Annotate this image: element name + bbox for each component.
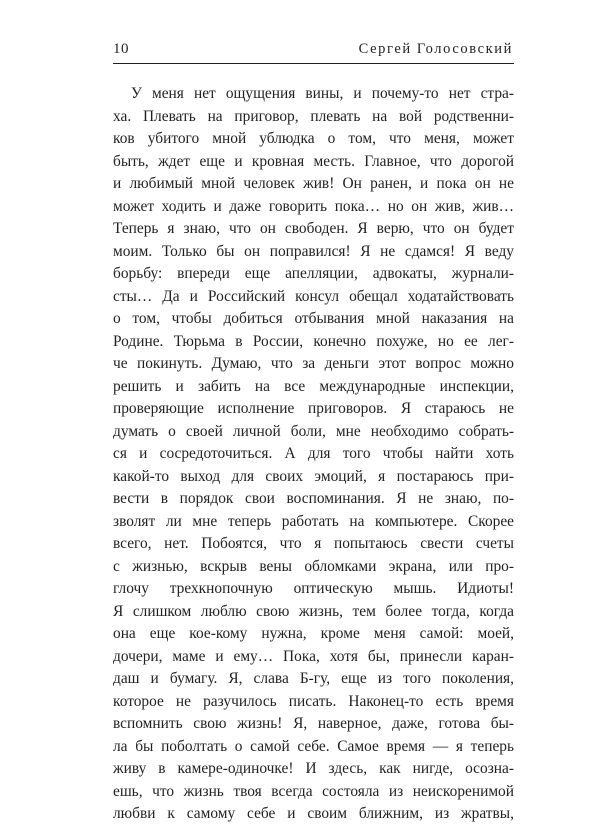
text-line: глочу трехкнопочную оптическую мышь. Идиоты! [113, 580, 514, 597]
text-line: дочери, маме и ему… Пока, хотя бы, принесли каран- [113, 647, 514, 665]
text-line: живу в камере-одиночке! И здесь, как нигде, осозна- [113, 760, 514, 777]
text-line: которое не разучилось писать. Наконец-то есть время [113, 692, 514, 710]
text-line: думать о своей личной боли, мне необходимо собрать- [113, 422, 514, 440]
text-line: даш и бумагу. Я, слава Б-гу, еще из того поколения, [113, 670, 514, 687]
text-line: быть, ждет еще и кровная месть. Главное, что дорогой [113, 152, 514, 170]
text-line: и любимый мной человек жив! Он ранен, и пока он не [113, 175, 514, 192]
text-line: Теперь я знаю, что он свободен. Я верю, что он будет [113, 220, 514, 237]
page-number: 10 [113, 41, 129, 57]
text-line: она еще кое-кому нужна, кроме меня самой: моей, [113, 625, 514, 642]
text-line: Я слишком люблю свою жизнь, тем более тогда, когда [113, 602, 514, 620]
text-line: че покинуть. Думаю, что за деньги этот вопрос можно [113, 355, 514, 372]
text-line: Родине. Тюрьма в России, конечно похуже, но ее лег- [113, 332, 514, 350]
text-line: сты… Да и Российский консул обещал ходатайствовать [113, 287, 514, 305]
text-line: вспомнить свою жизнь! Я, наверное, даже, готова бы- [113, 715, 514, 732]
text-line: может ходить и даже говорить пока… но он жив, жив… [113, 197, 514, 215]
page-header [113, 41, 513, 63]
text-line: всего, нет. Побоятся, что я попытаюсь свести счеты [113, 535, 514, 552]
text-line: решить и забить на все международные инспекции, [113, 377, 514, 395]
text-line: моим. Только бы он поправился! Я не сдамся! Я веду [113, 242, 514, 260]
text-line: ся и сосредоточиться. А для того чтобы найти хоть [113, 445, 514, 462]
text-line: борьбу: впереди еще апелляции, адвокаты, журнали- [113, 265, 514, 282]
text-line: ешь, что жизнь твоя всегда состояла из неискоренимой [113, 782, 514, 800]
body-text [113, 83, 514, 826]
text-line: о том, чтобы добиться отбывания мной наказания на [113, 310, 514, 327]
header-rule [113, 63, 514, 64]
text-line: с жизнью, вскрыв вены обломками экрана, или про- [113, 557, 514, 575]
text-line: какой-то выход для своих эмоций, я постараюсь при- [113, 467, 514, 485]
text-line: ла бы поболтать о самой себе. Самое время — я теперь [113, 737, 514, 755]
text-line: проверяющие исполнение приговоров. Я стараюсь не [113, 400, 514, 417]
running-title: Сергей Голосовский [358, 41, 513, 57]
text-line: ков убитого мной ублюдка о том, что меня, может [113, 130, 514, 147]
text-line: вести в порядок свои воспоминания. Я не знаю, по- [113, 490, 514, 507]
text-line: У меня нет ощущения вины, и почему-то нет стра- [131, 85, 514, 102]
text-line: ха. Плевать на приговор, плевать на вой родственни- [113, 107, 514, 125]
text-line: любви к самому себе и своим ближним, из жратвы, [113, 805, 514, 822]
text-line: зволят ли мне теперь работать на компьютере. Скорее [113, 512, 514, 530]
